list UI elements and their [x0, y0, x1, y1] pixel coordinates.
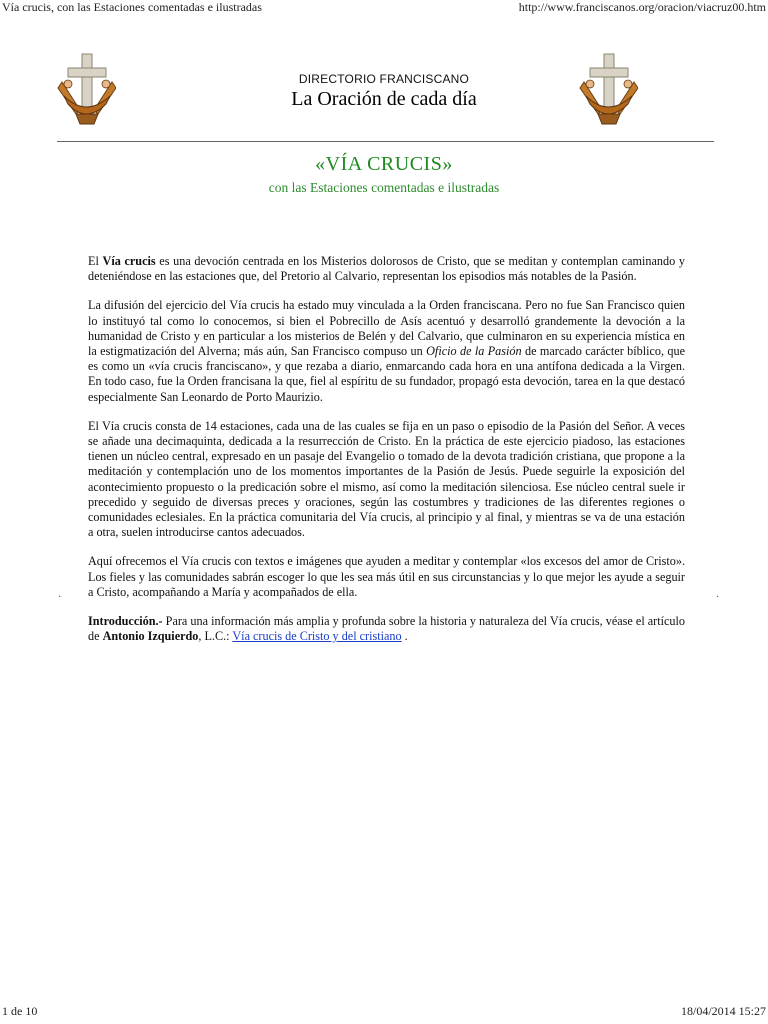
author-name: Antonio Izquierdo	[102, 629, 199, 644]
print-header	[0, 0, 768, 16]
paragraph-introduction: Introducción.- Para una información más amplia y profunda sobre la historia y naturaleza del Vía crucis, véase el artículo de Antonio Izquierdo, L.C.: Vía crucis de Cristo y del cristiano .	[88, 614, 685, 644]
article-link[interactable]: Vía crucis de Cristo y del cristiano	[232, 629, 402, 644]
term-via-crucis: Vía crucis	[102, 254, 156, 268]
title-oficio-pasion: Oficio de la Pasión	[426, 344, 522, 359]
margin-mark: ·	[716, 592, 720, 603]
page-subtitle: con las Estaciones comentadas e ilustradas	[268, 180, 500, 195]
paragraph-offer: Aquí ofrecemos el Vía crucis con textos e imágenes que ayuden a meditar y contemplar «los excesos del amor de Cristo». Los fieles y las comunidades sabrán escoger lo que les sea más útil en sus circunstancias y lo que mejor les ayude a seguir a Cristo, acompañando a María y acompañados de ella.	[88, 554, 685, 599]
page-title: «VÍA CRUCIS»	[315, 153, 453, 175]
print-header-url: http://www.franciscanos.org/oracion/viacruz00.htm	[518, 0, 766, 14]
paragraph-intro: El Vía crucis es una devoción centrada en los Misterios dolorosos de Cristo, que se meditan y contemplan caminando y deteniéndose en las estaciones que, del Pretorio al Calvario, representan los episodios más notables de la Pasión.	[88, 254, 685, 284]
print-footer	[0, 1004, 768, 1020]
print-datetime: 18/04/2014 15:27	[680, 1004, 766, 1018]
directory-label: DIRECTORIO FRANCISCANO	[298, 72, 470, 86]
article-body	[88, 254, 685, 658]
site-title: La Oración de cada día	[291, 88, 477, 110]
margin-mark: ·	[58, 592, 62, 603]
paragraph-history: La difusión del ejercicio del Vía crucis ha estado muy vinculada a la Orden franciscana. Pero no fue San Francisco quien lo instituyó tal como lo conocemos, si bien el Pobrecillo de Asís acentuó y desarrolló grandemente la devoción a la humanidad de Cristo y en particular a los misterios de Belén y del Calvario, que culminaron en su experiencia mística en la estigmatización del Alverna; más aún, San Francisco compuso un Oficio de la Pasión de marcado carácter bíblico, que es como un «vía crucis franciscano», y que rezaba a diario, enmarcando cada hora en una antífona dedicada a la Virgen. En todo caso, fue la Orden francisana la que, fiel al espíritu de su fundador, propagó esta devoción, tarea en la que destacó especialmente San Leonardo de Porto Maurizio.	[88, 298, 686, 404]
print-header-title: Vía crucis, con las Estaciones comentadas e ilustradas	[2, 0, 262, 14]
paragraph-stations: El Vía crucis consta de 14 estaciones, cada una de las cuales se fija en un paso o episodio de la Pasión del Señor. A veces se añade una decimaquinta, dedicada a la resurrección de Cristo. En la práctica de este ejercicio piadoso, las estaciones tienen un núcleo central, expresado en un pasaje del Evangelio o tomado de la devota tradición cristiana, que propone a la meditación y contemplación uno de los momentos importantes de la Pasión de Jesús. Puede seguirle la exposición del acontecimiento propuesto o la predicación sobre el mismo, así como la meditación silenciosa. Ese núcleo central suele ir precedido y seguido de diversas preces y oraciones, según las costumbres y tradiciones de las diferentes regiones o comunidades eclesiales. En la práctica comunitaria del Vía crucis, al principio y al final, y mientras se va de una estación a otra, suelen introducirse cantos adecuados.	[88, 418, 685, 540]
page-counter: 1 de 10	[2, 1004, 38, 1018]
introduction-label: Introducción.-	[88, 614, 163, 629]
header-divider	[57, 141, 714, 142]
